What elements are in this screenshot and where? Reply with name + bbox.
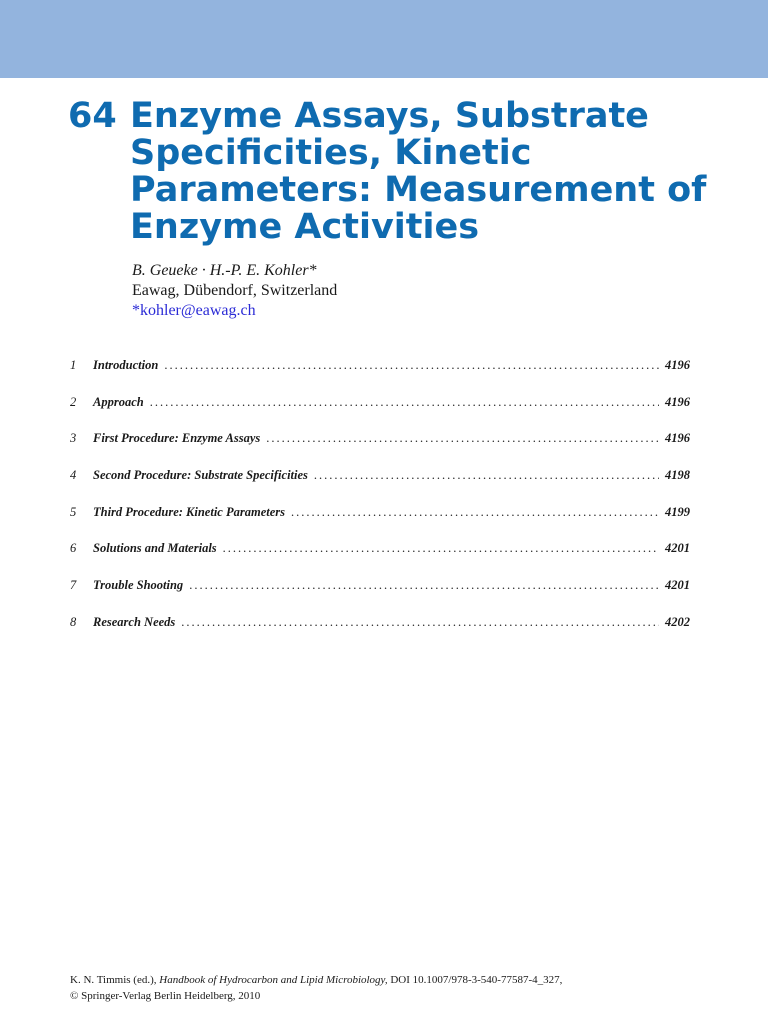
toc-entry-label: Trouble Shooting bbox=[93, 578, 184, 593]
toc-dot-leader bbox=[314, 468, 659, 483]
toc-entry-number: 3 bbox=[70, 431, 77, 446]
toc-entry-number: 1 bbox=[70, 358, 77, 372]
toc-entry-number: 8 bbox=[70, 614, 77, 629]
toc-dot-leader bbox=[223, 541, 659, 556]
citation-line bbox=[70, 972, 562, 988]
citation-footer bbox=[70, 972, 562, 1004]
toc-dot-leader bbox=[266, 431, 659, 446]
toc-entry-page: 4196 bbox=[665, 394, 690, 409]
toc-entry[interactable] bbox=[70, 395, 690, 432]
toc-entry-number: 7 bbox=[70, 578, 77, 593]
toc-dot-leader bbox=[164, 358, 659, 373]
author-affiliation: Eawag, Dübendorf, Switzerland bbox=[132, 282, 338, 299]
header-band bbox=[0, 0, 768, 78]
toc-entry-label: First Procedure: Enzyme Assays bbox=[93, 431, 261, 446]
toc-entry[interactable] bbox=[70, 505, 690, 542]
toc-entry-label: Research Needs bbox=[93, 614, 176, 629]
toc-entry-number: 6 bbox=[70, 541, 77, 556]
citation-editor: K. N. Timmis (ed.), bbox=[70, 974, 157, 986]
chapter-number: 64 bbox=[68, 96, 117, 136]
toc-dot-leader bbox=[150, 395, 659, 410]
chapter-title: Enzyme Assays, Substrate Specificities, Kinetic Parameters: Measurement of Enzyme Activities bbox=[130, 96, 707, 247]
toc-entry[interactable] bbox=[70, 431, 690, 468]
toc-dot-leader bbox=[189, 578, 659, 593]
toc-entry-number: 4 bbox=[70, 468, 77, 483]
toc-entry-page: 4201 bbox=[665, 578, 690, 593]
toc-entry-page: 4198 bbox=[665, 468, 690, 483]
toc-dot-leader bbox=[291, 505, 659, 520]
toc-entry-number: 2 bbox=[70, 394, 77, 409]
toc-entry-label: Introduction bbox=[93, 358, 159, 372]
toc-entry-label: Third Procedure: Kinetic Parameters bbox=[93, 504, 285, 519]
citation-book-title: Handbook of Hydrocarbon and Lipid Microbiology, bbox=[159, 974, 388, 986]
toc-entry-page: 4202 bbox=[665, 614, 690, 629]
toc-entry[interactable] bbox=[70, 615, 690, 652]
author-block bbox=[132, 261, 337, 321]
toc-entry-page: 4196 bbox=[665, 358, 690, 372]
toc-entry[interactable] bbox=[70, 578, 690, 615]
toc-entry-label: Approach bbox=[93, 394, 144, 409]
toc-entry-page: 4201 bbox=[665, 541, 690, 556]
author-email-link[interactable]: *kohler@eawag.ch bbox=[132, 302, 256, 319]
toc-entry-number: 5 bbox=[70, 504, 77, 519]
toc-entry[interactable] bbox=[70, 468, 690, 505]
toc-entry-page: 4196 bbox=[665, 431, 690, 446]
toc-entry[interactable] bbox=[70, 358, 690, 395]
toc-entry-label: Second Procedure: Substrate Specificities bbox=[93, 468, 308, 483]
copyright-line: © Springer-Verlag Berlin Heidelberg, 2010 bbox=[70, 990, 261, 1002]
toc-entry-label: Solutions and Materials bbox=[93, 541, 217, 556]
table-of-contents bbox=[70, 358, 690, 652]
toc-entry[interactable] bbox=[70, 541, 690, 578]
toc-entry-page: 4199 bbox=[665, 504, 690, 519]
citation-doi: DOI 10.1007/978-3-540-77587-4_327, bbox=[390, 974, 563, 986]
author-names: B. Geueke · H.-P. E. Kohler* bbox=[132, 262, 317, 279]
toc-dot-leader bbox=[181, 615, 659, 630]
